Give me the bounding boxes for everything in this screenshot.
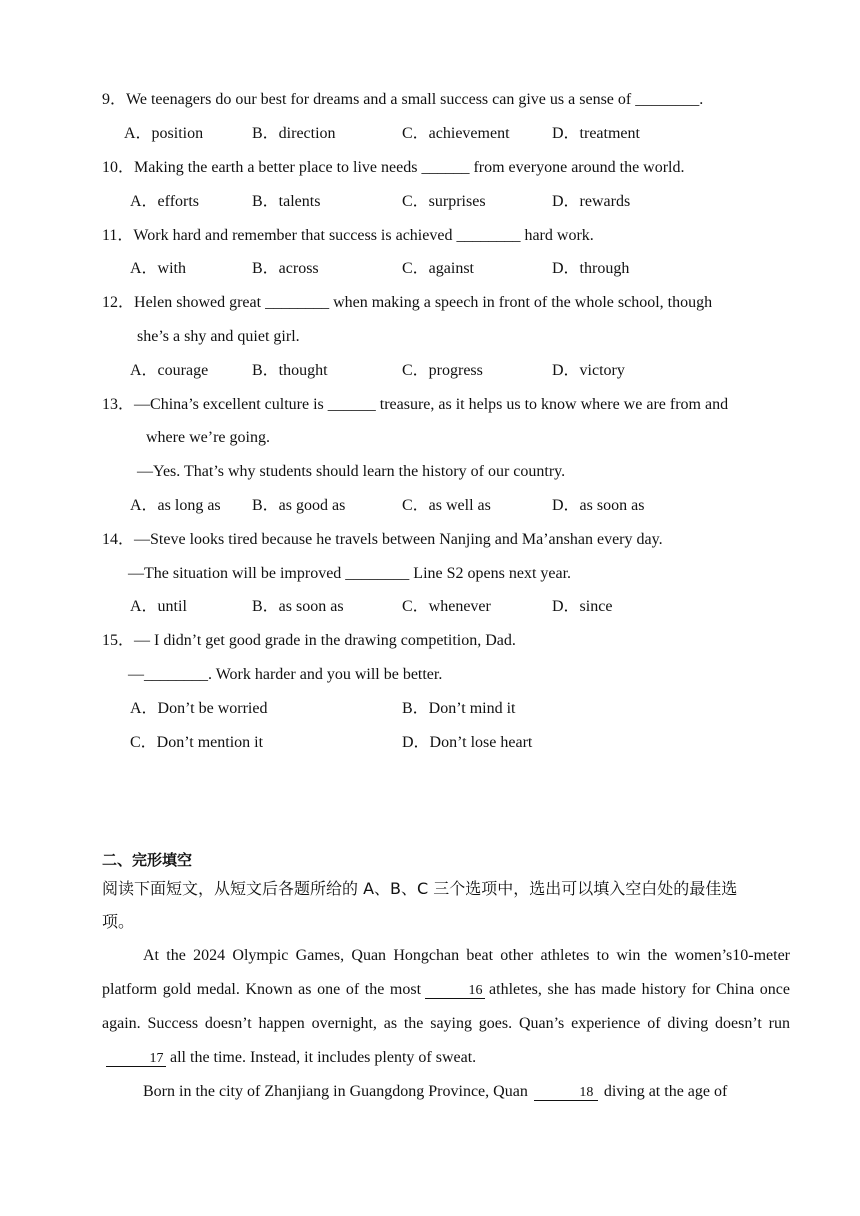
question-10-option-b: B．talents (252, 193, 321, 210)
question-11-option-d: D．through (552, 260, 630, 277)
question-12-option-d: D．victory (552, 362, 625, 379)
question-13-option-a: A．as long as (130, 497, 221, 514)
question-9-option-c: C．achievement (402, 125, 510, 142)
section-2-heading: 二、完形填空 (102, 851, 193, 869)
question-9-option-d: D．treatment (552, 125, 640, 142)
question-14-stem: 14．—Steve looks tired because he travels between Nanjing and Ma’anshan every day. (102, 531, 663, 548)
question-11-stem: 11．Work hard and remember that success is achieved ________ hard work. (102, 227, 594, 244)
cloze-paragraph-2: Born in the city of Zhanjiang in Guangdong Province, Quan 18 diving at the age of (143, 1083, 728, 1100)
cloze-passage (102, 939, 790, 1109)
question-15-stem: 15．— I didn’t get good grade in the drawing competition, Dad. (102, 632, 516, 649)
question-9-stem: 9．We teenagers do our best for dreams and a small success can give us a sense of ________. (102, 91, 704, 108)
cloze-blank-17: 17 (106, 1051, 166, 1067)
question-15-option-a: A．Don’t be worried (130, 700, 268, 717)
question-12-option-b: B．thought (252, 362, 328, 379)
section-2-instruction-continued: 项。 (102, 912, 135, 931)
question-15-option-c: C．Don’t mention it (130, 734, 264, 751)
question-14-option-c: C．whenever (402, 598, 491, 615)
question-12-stem-continued: she’s a shy and quiet girl. (137, 328, 300, 345)
question-13-option-d: D．as soon as (552, 497, 645, 514)
question-14-reply: —The situation will be improved ________ Line S2 opens next year. (128, 565, 572, 582)
question-12-option-a: A．courage (130, 362, 209, 379)
question-13-stem-continued: where we’re going. (146, 429, 270, 446)
question-14-option-b: B．as soon as (252, 598, 344, 615)
question-12-option-c: C．progress (402, 362, 483, 379)
question-11-option-a: A．with (130, 260, 187, 277)
question-9-option-a: A．position (124, 125, 204, 142)
question-14-option-d: D．since (552, 598, 613, 615)
question-12-stem: 12．Helen showed great ________ when making a speech in front of the whole school, though (102, 294, 713, 311)
question-13-stem: 13．—China’s excellent culture is ______ treasure, as it helps us to know where we are from and (102, 396, 729, 413)
question-11-option-b: B．across (252, 260, 319, 277)
question-13-reply: —Yes. That’s why students should learn the history of our country. (137, 463, 566, 480)
question-11-option-c: C．against (402, 260, 474, 277)
question-10-option-a: A．efforts (130, 193, 200, 210)
question-15-option-b: B．Don’t mind it (402, 700, 516, 717)
cloze-blank-16: 16 (425, 983, 485, 999)
question-9-option-b: B．direction (252, 125, 336, 142)
section-2-instruction: 阅读下面短文，从短文后各题所给的 A、B、C 三个选项中，选出可以填入空白处的最佳选 (102, 879, 738, 898)
cloze-paragraph-1: At the 2024 Olympic Games, Quan Hongchan beat other athletes to win the women’s10-meter platform gold medal. Known as one of the most 16 athletes, she has made history for China once again. Success doesn’t happen overnight, as the saying goes. Quan’s experience of diving doesn’t run17 all the time. Instead, it includes plenty of sweat. (102, 947, 790, 1066)
question-15-reply: —________. Work harder and you will be better. (128, 666, 443, 683)
question-13-option-c: C．as well as (402, 497, 491, 514)
question-10-stem: 10．Making the earth a better place to live needs ______ from everyone around the world. (102, 159, 685, 176)
question-13-option-b: B．as good as (252, 497, 346, 514)
cloze-blank-18: 18 (534, 1085, 598, 1101)
question-10-option-d: D．rewards (552, 193, 631, 210)
question-10-option-c: C．surprises (402, 193, 486, 210)
question-14-option-a: A．until (130, 598, 187, 615)
question-15-option-d: D．Don’t lose heart (402, 734, 533, 751)
